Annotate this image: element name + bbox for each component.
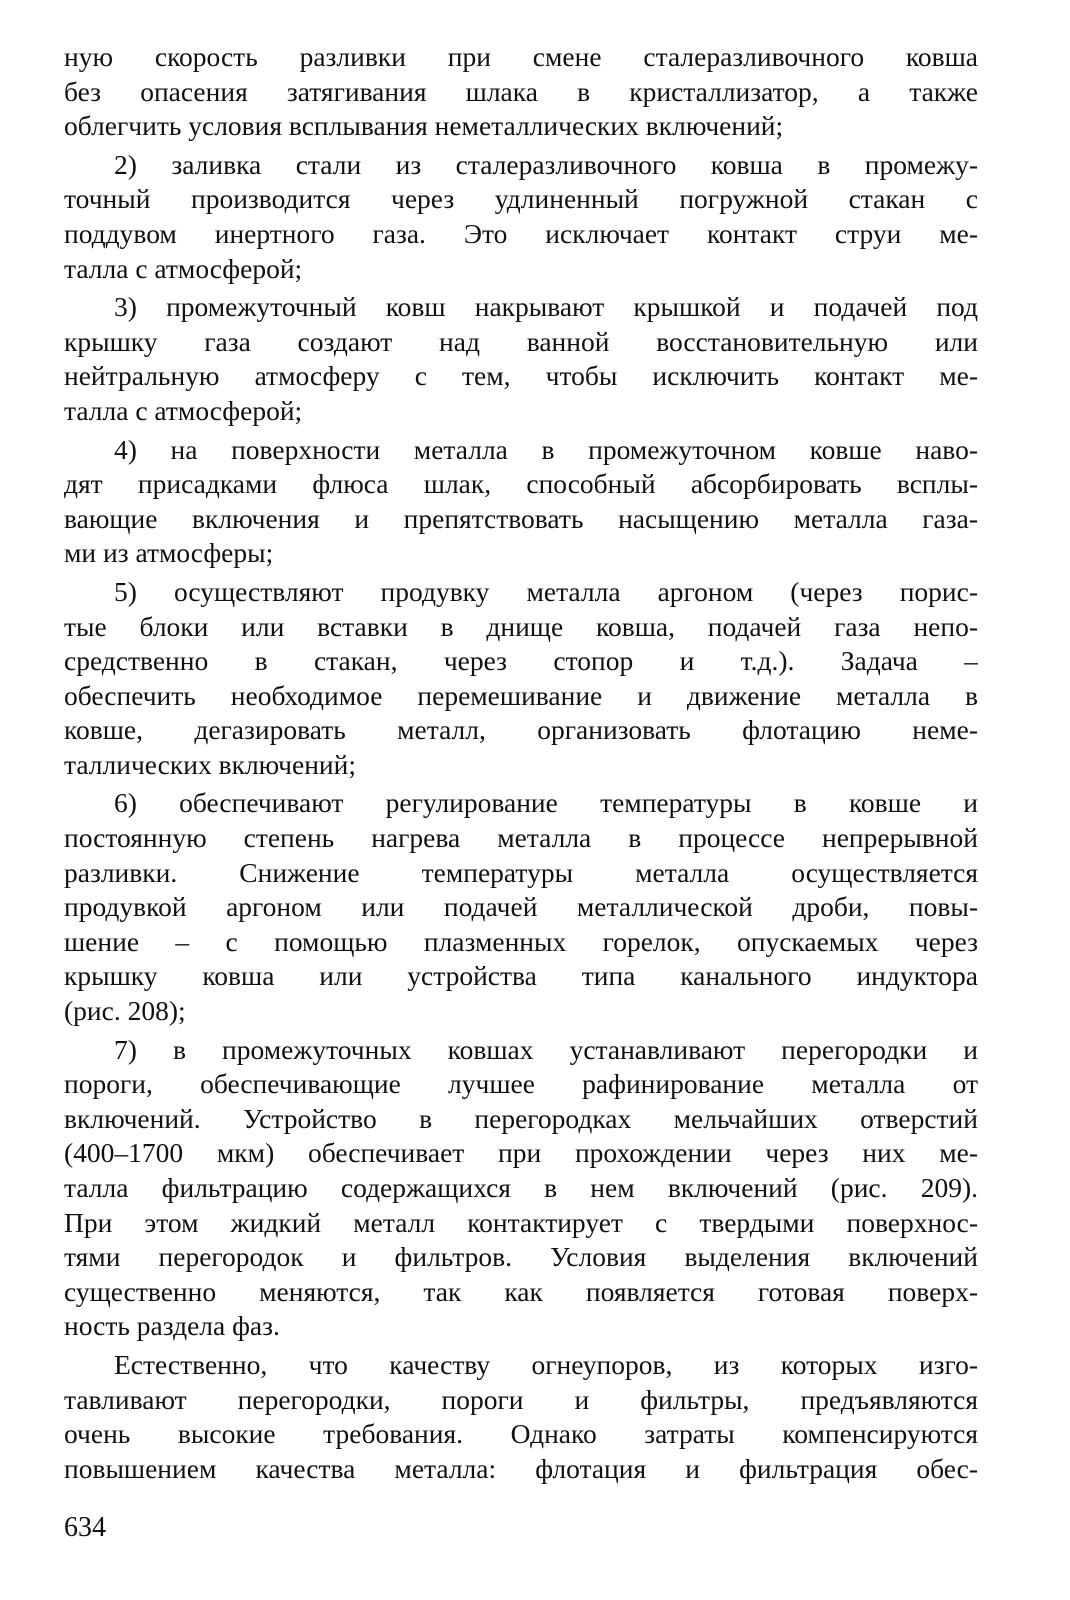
text-line: облегчить условия всплывания неметаллических включений; — [64, 110, 784, 142]
text-line: разливки. Снижение температуры металла осуществляется — [64, 856, 978, 888]
text-line: включений. Устройство в перегородках мельчайших отверстий — [64, 1102, 978, 1134]
text-line: повышением качества металла: флотация и фильтрация обес- — [64, 1452, 978, 1484]
text-line: точный производится через удлиненный погружной стакан с — [64, 183, 978, 215]
page-body — [64, 40, 978, 1486]
text-line: поддувом инертного газа. Это исключает контакт струи ме- — [64, 217, 978, 249]
text-line: Естественно, что качеству огнеупоров, из которых изго- — [114, 1348, 978, 1380]
text-line: существенно меняются, так как появляется готовая поверх- — [64, 1275, 978, 1307]
text-line: продувкой аргоном или подачей металлической дроби, повы- — [64, 891, 978, 923]
text-line: крышку газа создают над ванной восстановительную или — [64, 325, 978, 357]
text-line: (400–1700 мкм) обеспечивает при прохождении через них ме- — [64, 1137, 978, 1169]
text-line: вающие включения и препятствовать насыщению металла газа- — [64, 502, 978, 534]
paragraph — [64, 1348, 978, 1486]
text-line: ми из атмосферы; — [64, 537, 274, 569]
text-line: ковше, дегазировать металл, организовать флотацию неме- — [64, 714, 978, 746]
paragraph — [64, 786, 978, 1028]
text-line: 4) на поверхности металла в промежуточном ковше наво- — [114, 433, 978, 465]
text-line: 3) промежуточный ковш накрывают крышкой и подачей под — [114, 291, 978, 323]
text-line: без опасения затягивания шлака в кристаллизатор, а также — [64, 75, 978, 107]
text-line: талла фильтрацию содержащихся в нем включений (рис. 209). — [64, 1172, 978, 1203]
paragraph — [64, 433, 978, 571]
text-line: талла с атмосферой; — [64, 252, 303, 284]
text-line: дят присадками флюса шлак, способный абсорбировать всплы- — [64, 468, 978, 500]
paragraph — [64, 148, 978, 286]
page-number: 634 — [64, 1512, 106, 1543]
text-line: 5) осуществляют продувку металла аргоном (через порис- — [114, 575, 978, 607]
paragraph — [64, 290, 978, 428]
text-line: крышку ковша или устройства типа канального индуктора — [64, 960, 978, 992]
text-line: 2) заливка стали из сталеразливочного ковша в промежу- — [114, 148, 978, 180]
text-line: талла с атмосферой; — [64, 394, 303, 426]
text-line: тые блоки или вставки в днище ковша, подачей газа непо- — [64, 610, 978, 642]
text-line: ную скорость разливки при смене сталеразливочного ковша — [64, 41, 978, 72]
text-line: пороги, обеспечивающие лучшее рафинирование металла от — [64, 1068, 978, 1100]
text-line: 7) в промежуточных ковшах устанавливают перегородки и — [114, 1033, 978, 1065]
text-line: средственно в стакан, через стопор и т.д.). Задача – — [64, 645, 978, 677]
text-line: очень высокие требования. Однако затраты компенсируются — [64, 1418, 978, 1450]
text-line: нейтральную атмосферу с тем, чтобы исключить контакт ме- — [64, 360, 978, 392]
text-line: шение – с помощью плазменных горелок, опускаемых через — [64, 925, 978, 957]
text-line: постоянную степень нагрева металла в процессе непрерывной — [64, 822, 978, 854]
paragraph — [64, 40, 978, 144]
paragraph — [64, 575, 978, 783]
text-line: таллических включений; — [64, 748, 356, 780]
text-line: 6) обеспечивают регулирование температуры в ковше и — [114, 787, 978, 819]
text-line: ность раздела фаз. — [64, 1310, 280, 1342]
text-line: обеспечить необходимое перемешивание и движение металла в — [64, 679, 978, 711]
text-line: При этом жидкий металл контактирует с твердыми поверхнос- — [64, 1206, 978, 1238]
text-line: тями перегородок и фильтров. Условия выделения включений — [64, 1241, 978, 1273]
paragraph — [64, 1033, 978, 1344]
text-line: тавливают перегородки, пороги и фильтры, предъявляются — [64, 1383, 978, 1415]
text-line: (рис. 208); — [64, 995, 186, 1027]
